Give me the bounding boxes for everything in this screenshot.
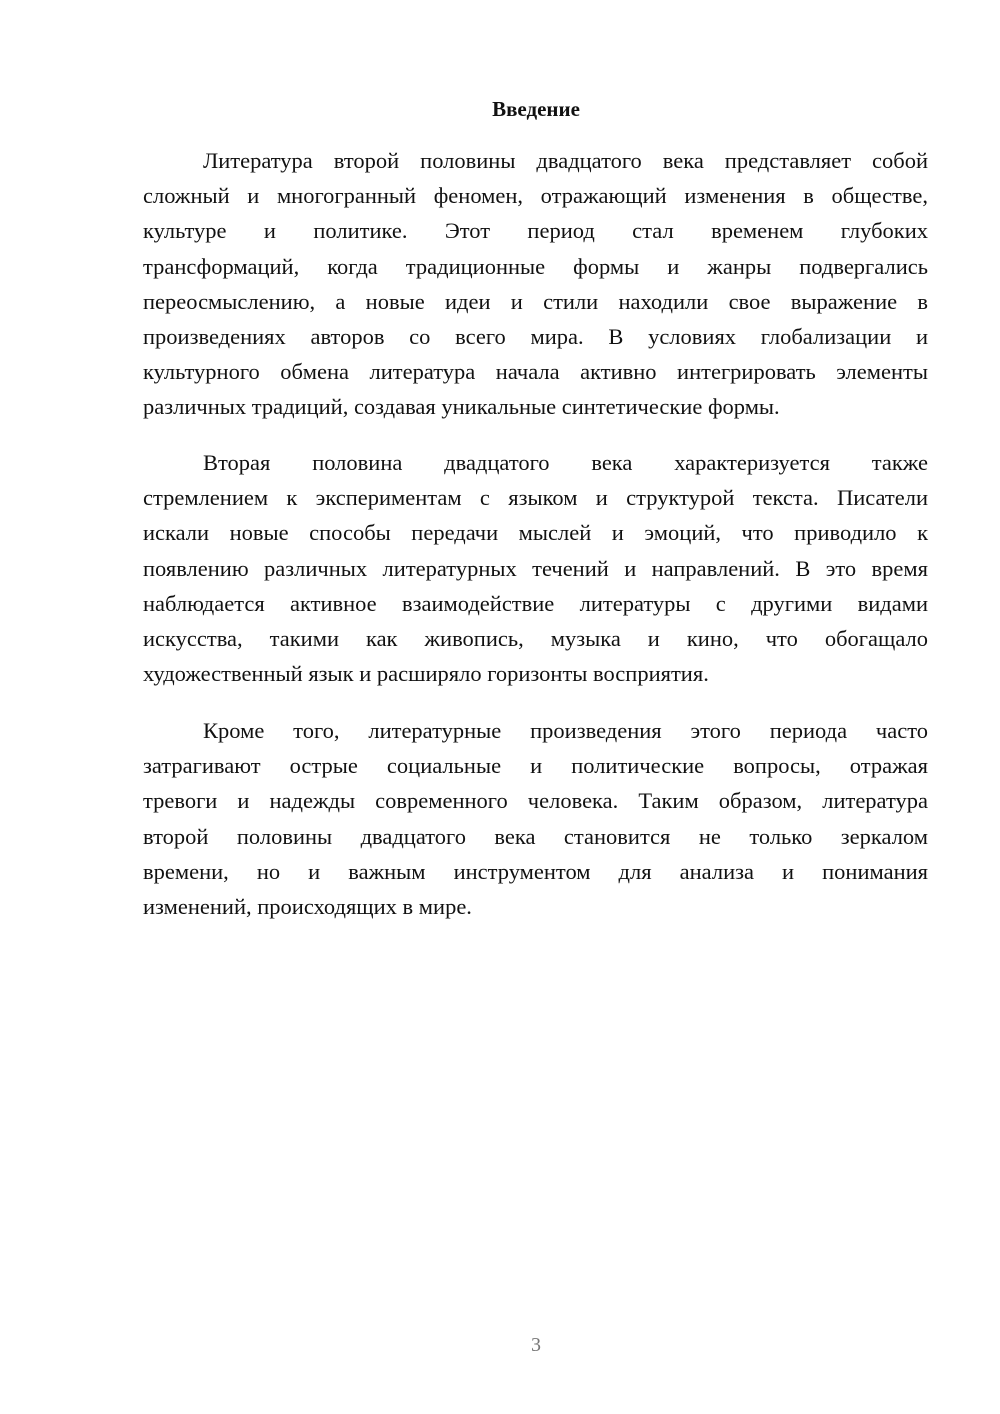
text-line: тревоги и надежды современного человека. Таким образом, литература [143, 788, 928, 814]
text-line: второй половины двадцатого века становится не только зеркалом [143, 823, 928, 849]
text-line: культурного обмена литература начала активно интегрировать элементы [143, 359, 928, 385]
text-line: сложный и многогранный феномен, отражающий изменения в обществе, [143, 183, 928, 209]
text-line: искали новые способы передачи мыслей и эмоций, что приводило к [143, 520, 928, 546]
text-line: наблюдается активное взаимодействие литературы с другими видами [143, 590, 928, 616]
paragraph-2 [143, 445, 928, 691]
paragraph-3 [143, 713, 928, 924]
text-line: Литература второй половины двадцатого века представляет собой [203, 148, 928, 173]
text-line: изменений, происходящих в мире. [143, 893, 472, 919]
text-line: появлению различных литературных течений и направлений. В это время [143, 555, 928, 581]
text-line: стремлением к экспериментам с языком и структурой текста. Писатели [143, 485, 928, 511]
text-line: культуре и политике. Этот период стал временем глубоких [143, 218, 928, 244]
page-number: 3 [531, 1334, 541, 1356]
text-line: Кроме того, литературные произведения этого периода часто [203, 718, 928, 743]
text-line: времени, но и важным инструментом для анализа и понимания [143, 858, 928, 884]
text-line: переосмыслению, а новые идеи и стили находили свое выражение в [143, 288, 928, 314]
section-title: Введение [492, 97, 580, 121]
text-line: искусства, такими как живопись, музыка и кино, что обогащало [143, 625, 928, 651]
text-line: затрагивают острые социальные и политические вопросы, отражая [143, 753, 928, 779]
paragraph-1 [143, 143, 928, 425]
text-line: произведениях авторов со всего мира. В условиях глобализации и [143, 323, 928, 349]
text-line: трансформаций, когда традиционные формы и жанры подвергались [143, 253, 928, 279]
text-line: различных традиций, создавая уникальные синтетические формы. [143, 394, 780, 420]
text-line: Вторая половина двадцатого века характеризуется также [203, 450, 928, 475]
text-line: художественный язык и расширяло горизонты восприятия. [143, 661, 709, 687]
